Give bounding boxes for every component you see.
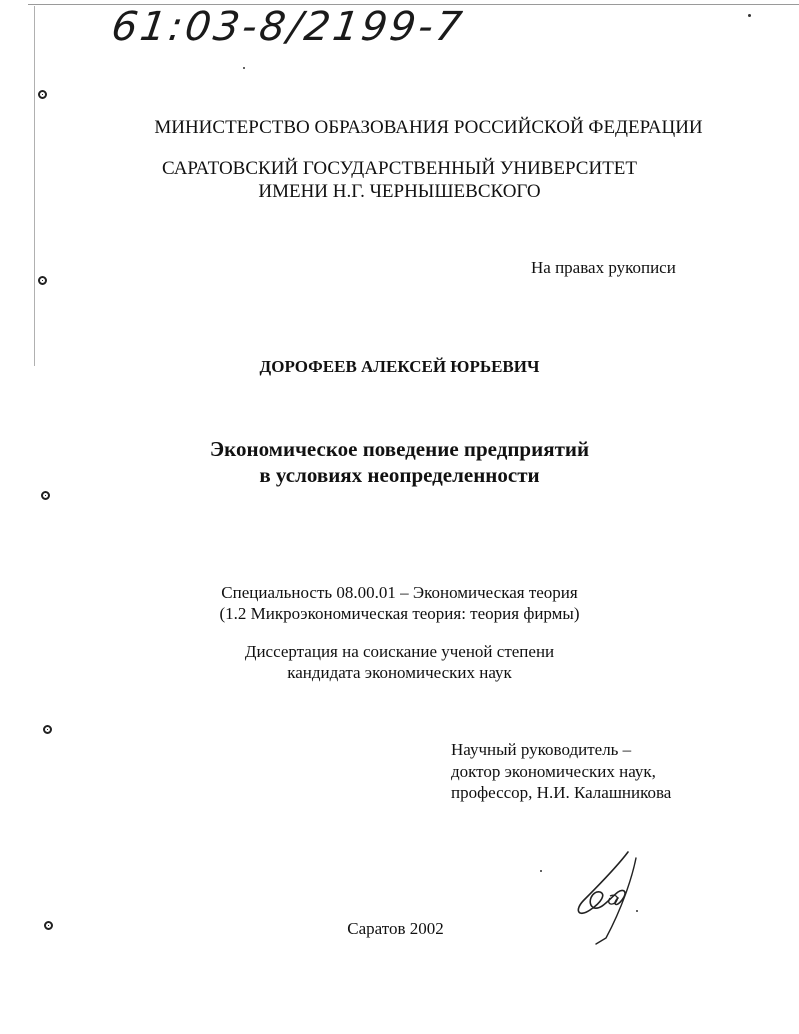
city-year: Саратов 2002: [347, 919, 444, 938]
punch-hole-icon: [43, 725, 52, 734]
archive-number-handwritten: 61:03-8/2199-7: [108, 4, 468, 50]
specialty-line1: Специальность 08.00.01 – Экономическая теория: [221, 583, 578, 602]
dissertation-title-line1: Экономическое поведение предприятий: [209, 437, 590, 461]
author-name: ДОРОФЕЕВ АЛЕКСЕЙ ЮРЬЕВИЧ: [259, 357, 540, 376]
degree-line1: Диссертация на соискание ученой степени: [244, 642, 555, 661]
scan-dot: [243, 67, 245, 69]
scan-dot: [748, 14, 751, 17]
university-name-line1: САРАТОВСКИЙ ГОСУДАРСТВЕННЫЙ УНИВЕРСИТЕТ: [161, 158, 638, 179]
ministry-heading: МИНИСТЕРСТВО ОБРАЗОВАНИЯ РОССИЙСКОЙ ФЕДЕРАЦИИ: [154, 117, 703, 138]
degree-line2: кандидата экономических наук: [287, 663, 512, 682]
scan-dot: [540, 870, 542, 872]
manuscript-note: На правах рукописи: [531, 258, 676, 277]
scan-dot: [636, 910, 638, 912]
dissertation-title-line2: в условиях неопределенности: [259, 463, 540, 487]
supervisor-line1: Научный руководитель –: [451, 740, 632, 759]
supervisor-line3: профессор, Н.И. Калашникова: [451, 783, 672, 802]
specialty-line2: (1.2 Микроэкономическая теория: теория фирмы): [219, 604, 580, 623]
supervisor-line2: доктор экономических наук,: [451, 762, 656, 781]
university-name-line2: ИМЕНИ Н.Г. ЧЕРНЫШЕВСКОГО: [258, 181, 541, 202]
punch-hole-icon: [41, 491, 50, 500]
punch-hole-icon: [38, 276, 47, 285]
punch-hole-icon: [38, 90, 47, 99]
